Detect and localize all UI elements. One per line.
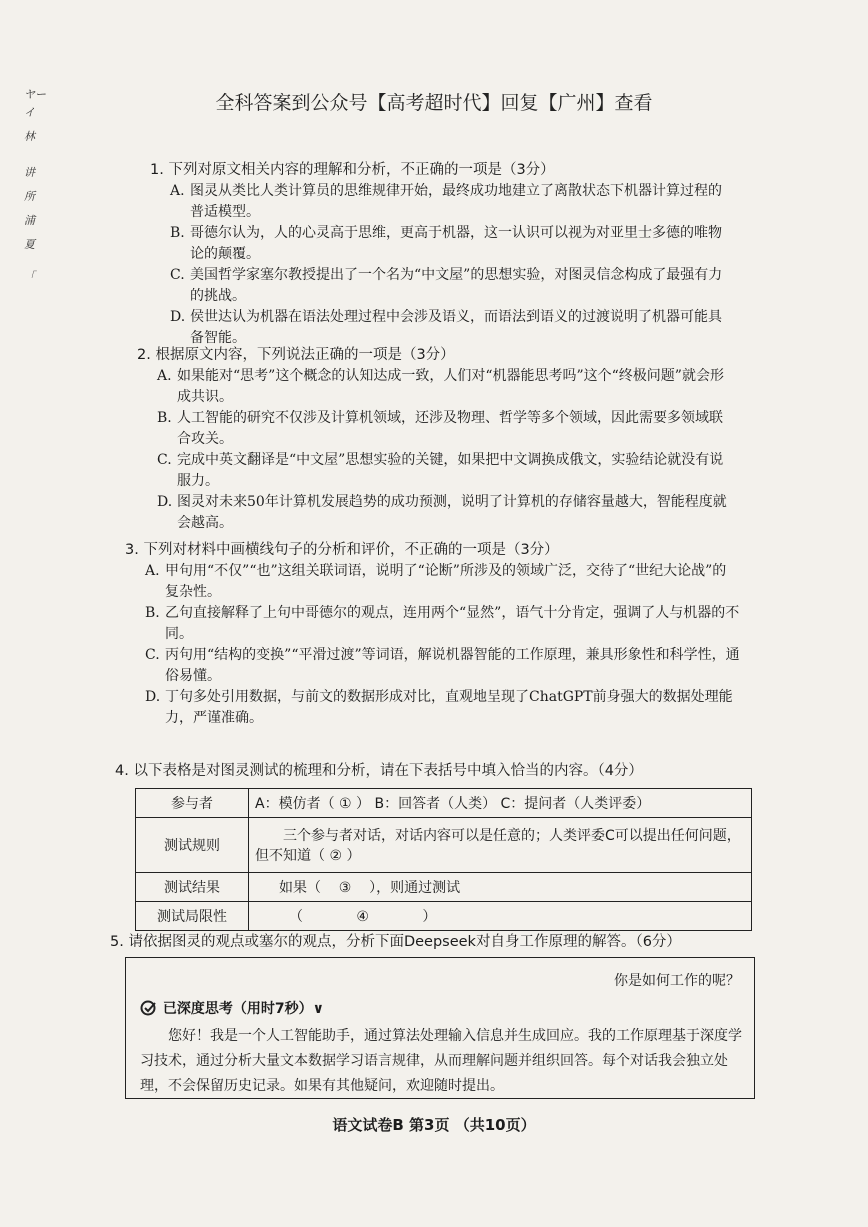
margin-mark: 所 (24, 190, 35, 203)
margin-mark: 「 (24, 270, 35, 283)
q2-option-c: C. 完成中英文翻译是“中文屋”思想实验的关键，如果把中文调换成俄文，实验结论就没有说服力。 (157, 452, 724, 489)
table-row-head: 测试结果 (136, 873, 249, 902)
question-1 (150, 160, 730, 349)
question-4-title: 4. 以下表格是对图灵测试的梳理和分析，请在下表括号中填入恰当的内容。（4分） (115, 763, 643, 779)
margin-handwriting (24, 86, 46, 292)
q1-option-a: A. 图灵从类比人类计算员的思维规律开始，最终成功地建立了离散状态下机器计算过程的普适模型。 (170, 183, 722, 220)
margin-mark: 夏 (24, 238, 35, 251)
margin-mark: 讲 (24, 166, 35, 179)
question-5-title: 5. 请依据图灵的观点或塞尔的观点，分析下面Deepseek对自身工作原理的解答。（6分） (110, 934, 681, 950)
q1-option-d: D. 侯世达认为机器在语法处理过程中会涉及语义，而语法到语义的过渡说明了机器可能具备智能。 (170, 309, 722, 346)
table-row-content: 三个参与者对话，对话内容可以是任意的；人类评委C可以提出任何问题，但不知道（ ② ） (249, 818, 752, 873)
page-footer: 语文试卷B 第3页 （共10页） (332, 1116, 536, 1134)
table-row-head: 测试局限性 (136, 902, 249, 931)
page-header: 全科答案到公众号【高考超时代】回复【广州】查看 (215, 92, 653, 114)
deepseek-answer-box (125, 957, 755, 1099)
question-1-title: 1. 下列对原文相关内容的理解和分析，不正确的一项是（3分） (150, 162, 555, 178)
q2-option-b: B. 人工智能的研究不仅涉及计算机领域，还涉及物理、哲学等多个领域，因此需要多领域联合攻关。 (157, 410, 723, 447)
margin-mark: ヤーイ (24, 88, 46, 119)
table-row (136, 818, 752, 873)
question-3 (125, 540, 740, 729)
table-row (136, 873, 752, 902)
margin-mark: 浦 (24, 214, 35, 227)
table-row-head: 测试规则 (136, 818, 249, 873)
assistant-answer: 您好！我是一个人工智能助手，通过算法处理输入信息并生成回应。我的工作原理基于深度学习技术，通过分析大量文本数据学习语言规律，从而理解问题并组织回答。每个对话我会独立处理，不会保留历史记录。如果有其他疑问，欢迎随时提出。 (140, 1028, 742, 1094)
turing-test-table (135, 788, 752, 931)
margin-mark: 林 (24, 130, 35, 143)
q1-option-c: C. 美国哲学家塞尔教授提出了一个名为“中文屋”的思想实验，对图灵信念构成了最强有力的挑战。 (170, 267, 723, 304)
table-row-content: （ ④ ） (249, 902, 752, 931)
table-row-head: 参与者 (136, 789, 249, 818)
table-row (136, 902, 752, 931)
deepthink-icon (140, 1000, 158, 1016)
q2-option-d: D. 图灵对未来50年计算机发展趋势的成功预测，说明了计算机的存储容量越大，智能程度就会越高。 (157, 494, 727, 531)
table-row (136, 789, 752, 818)
q3-option-a: A. 甲句用“不仅”“也”这组关联词语，说明了“论断”所涉及的领域广泛，交待了“世纪大论战”的复杂性。 (145, 563, 727, 600)
table-row-content: A：模仿者（ ① ） B：回答者（人类） C：提问者（人类评委） (249, 789, 752, 818)
q3-option-b: B. 乙句直接解释了上句中哥德尔的观点，连用两个“显然”，语气十分肯定，强调了人与机器的不同。 (145, 605, 740, 642)
table-row-content: 如果（ ③ ），则通过测试 (249, 873, 752, 902)
q3-option-d: D. 丁句多处引用数据，与前文的数据形成对比，直观地呈现了ChatGPT前身强大的数据处理能力，严谨准确。 (145, 689, 733, 726)
question-3-title: 3. 下列对材料中画横线句子的分析和评价，不正确的一项是（3分） (125, 542, 559, 558)
user-question: 你是如何工作的呢？ (614, 973, 740, 989)
question-2 (137, 345, 727, 534)
q3-option-c: C. 丙句用“结构的变换”“平滑过渡”等词语，解说机器智能的工作原理，兼具形象性和科学性，通俗易懂。 (145, 647, 740, 684)
question-2-title: 2. 根据原文内容，下列说法正确的一项是（3分） (137, 347, 455, 363)
q1-option-b: B. 哥德尔认为，人的心灵高于思维，更高于机器，这一认识可以视为对亚里士多德的唯物论的颠覆。 (170, 225, 722, 262)
q2-option-a: A. 如果能对“思考”这个概念的认知达成一致，人们对“机器能思考吗”这个“终极问题”就会形成共识。 (157, 368, 724, 405)
deep-thinking-label: 已深度思考（用时7秒）∨ (140, 998, 324, 1018)
